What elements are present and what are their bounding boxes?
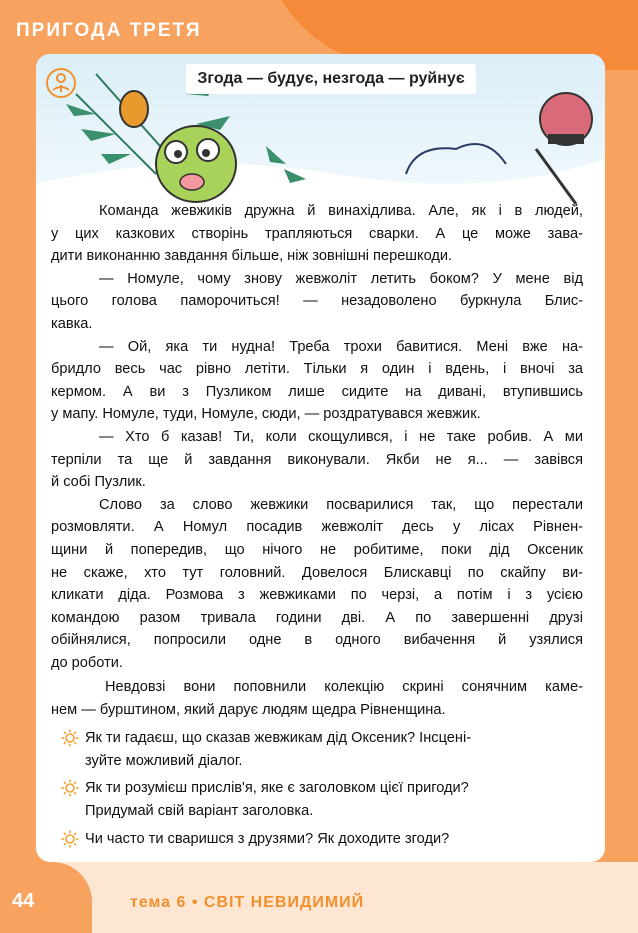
- text-line: цього голова паморочиться! — незадоволено буркнула Блис-: [51, 293, 583, 310]
- text-line: обійнялися, попросили одне в одного вибачення й узялися: [51, 632, 583, 649]
- text-line: командою разом тривала години дві. А по завершенні друзі: [51, 609, 583, 626]
- sun-icon: [61, 830, 79, 848]
- text-line: кавка.: [51, 315, 93, 332]
- question-text: Як ти розумієш прислів'я, яке є заголовком цієї пригоди?: [85, 780, 469, 796]
- question-text: Чи часто ти сваришся з друзями? Як доходите згоди?: [85, 831, 450, 847]
- topic-label: тема 6 • СВІТ НЕВИДИМИЙ: [130, 894, 365, 911]
- sun-icon: [61, 779, 79, 797]
- paragraph: [51, 676, 583, 721]
- text-line: Команда жевжиків дружна й винахідлива. Але, як і в людей,: [99, 203, 583, 219]
- page-number: 44: [12, 890, 35, 912]
- paragraph: [51, 426, 583, 494]
- text-line: — Номуле, чому знову жевжоліт летить боком? У мене від: [99, 270, 583, 287]
- paragraph: [51, 336, 583, 426]
- story-text: [51, 200, 583, 722]
- text-line: бридло весь час рівно летіти. Тільки я один і вдень, і вночі за: [51, 361, 583, 378]
- text-line: — Ой, яка ти нудна! Треба трохи бавитися. Мені вже на-: [99, 338, 583, 355]
- question-item: [61, 828, 601, 851]
- question-text: зуйте можливий діалог.: [85, 752, 243, 769]
- text-line: дити виконанню завдання більше, ніж зовнішні перешкоди.: [51, 248, 453, 265]
- text-line: щини й попередив, що нічого не робитиме, поки дід Оксеник: [51, 541, 583, 558]
- text-line: кликати діда. Розмова з жевжиками по черзі, а потім і з усією: [51, 587, 583, 604]
- text-line: до роботи.: [51, 654, 123, 671]
- text-line: кермом. А ви з Пузликом лише сидите на дивані, втупившись: [51, 383, 583, 400]
- text-line: не скаже, хто тут головний. Довелося Блискавці по скайпу ви-: [51, 564, 583, 581]
- sun-icon: [61, 729, 79, 747]
- question-item: [61, 727, 601, 772]
- text-line: й собі Пузлик.: [51, 474, 146, 491]
- paragraph: [51, 200, 583, 268]
- paragraph: [51, 268, 583, 336]
- text-line: розмовляти. А Номул посадив жевжоліт десь у лісах Рівнен-: [51, 519, 583, 536]
- reading-icon: [46, 66, 76, 100]
- question-text: Придумай свій варіант заголовка.: [85, 802, 314, 819]
- text-line: у цих казкових створінь трапляються сварки. А це може зава-: [51, 225, 583, 242]
- story-headline: Згода — будує, незгода — руйнує: [186, 64, 476, 94]
- text-line: — Хто б казав! Ти, коли скощулився, і не таке робив. А ми: [99, 428, 583, 445]
- question-item: [61, 777, 601, 822]
- question-text: Як ти гадаєш, що сказав жевжикам дід Оксеник? Інсцені-: [85, 730, 472, 746]
- text-line: Невдовзі вони поповнили колекцію скрині сонячним каме-: [105, 679, 583, 696]
- text-line: нем — бурштином, який дарує людям щедра Рівненщина.: [51, 702, 446, 719]
- text-line: терпіли та ще й завдання виконували. Якби не я... — завівся: [51, 451, 583, 468]
- text-line: Слово за слово жевжики посварилися так, що перестали: [99, 496, 583, 513]
- paragraph: [51, 494, 583, 675]
- section-title: ПРИГОДА ТРЕТЯ: [16, 20, 202, 41]
- text-line: у мапу. Номуле, туди, Номуле, сюди, — роздратувався жевжик.: [51, 406, 481, 423]
